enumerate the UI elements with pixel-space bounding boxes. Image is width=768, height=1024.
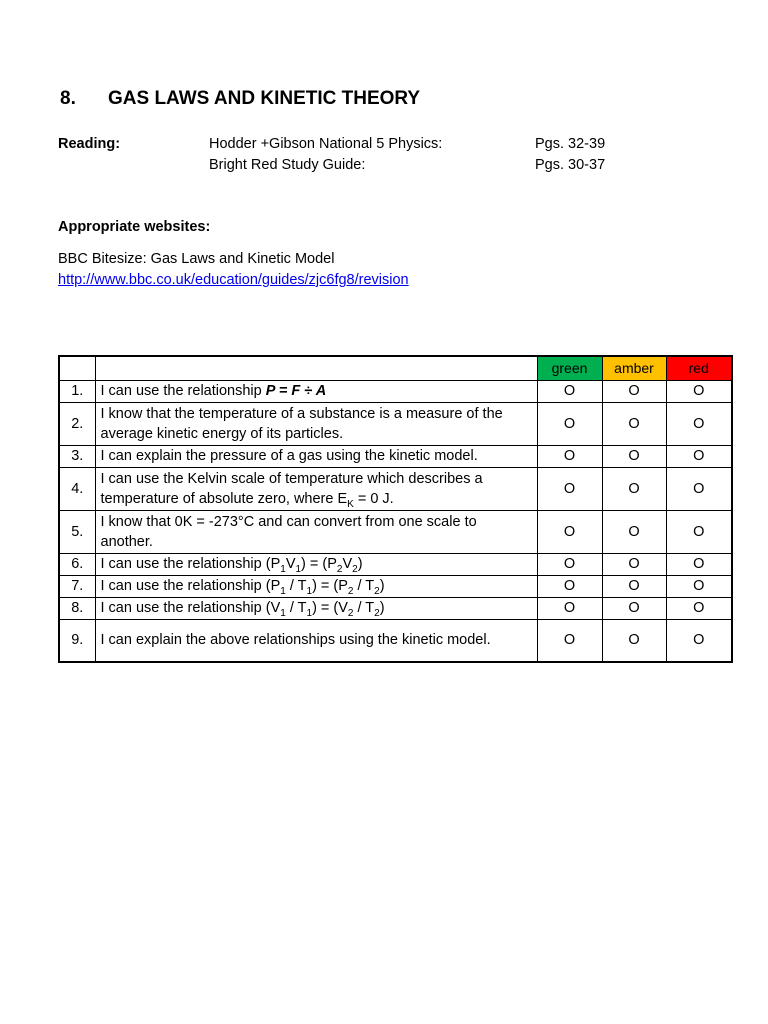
subscript: 2 xyxy=(336,563,343,575)
statement-text: I know that 0K = -273°C and can convert from one scale to another. xyxy=(100,513,477,550)
table-row xyxy=(59,575,732,597)
reading-book: Hodder +Gibson National 5 Physics: xyxy=(209,136,443,152)
statement-text: / T xyxy=(353,600,375,616)
websites-heading: Appropriate websites: xyxy=(58,219,211,235)
table-header-row xyxy=(59,356,732,380)
row-number: 8. xyxy=(59,597,95,619)
subscript: 2 xyxy=(347,607,354,619)
learning-outcomes-table xyxy=(58,355,733,663)
section-number: 8. xyxy=(60,88,76,109)
table-row xyxy=(59,445,732,467)
website-link[interactable]: http://www.bbc.co.uk/education/guides/zjc6fg8/revision xyxy=(58,272,409,288)
rating-amber-cell[interactable]: O xyxy=(602,597,666,619)
statement-text: / T xyxy=(285,578,307,594)
subscript: 1 xyxy=(295,563,302,575)
row-statement xyxy=(95,380,537,402)
statement-text: I can use the Kelvin scale of temperature which describes a temperature of absolute zero, where E xyxy=(100,470,483,507)
row-statement xyxy=(95,553,537,575)
rating-green-cell[interactable]: O xyxy=(537,445,602,467)
formula: P = F ÷ A xyxy=(265,383,327,399)
statement-text: I can use the relationship (P xyxy=(100,556,281,572)
table-row xyxy=(59,402,732,445)
rating-amber-cell[interactable]: O xyxy=(602,380,666,402)
subscript: K xyxy=(347,498,354,510)
row-number: 1. xyxy=(59,380,95,402)
rating-red-cell[interactable]: O xyxy=(666,467,732,510)
rating-red-cell[interactable]: O xyxy=(666,575,732,597)
rating-amber-cell[interactable]: O xyxy=(602,553,666,575)
statement-text: I can explain the pressure of a gas using the kinetic model. xyxy=(100,448,478,464)
rating-amber-cell[interactable]: O xyxy=(602,619,666,662)
row-statement xyxy=(95,445,537,467)
statement-text: ) = (P xyxy=(301,556,337,572)
rating-red-cell[interactable]: O xyxy=(666,619,732,662)
row-number: 2. xyxy=(59,402,95,445)
subscript: 2 xyxy=(374,607,380,619)
statement-text: I can use the relationship (V xyxy=(100,600,281,616)
rating-amber-cell[interactable]: O xyxy=(602,445,666,467)
row-number: 6. xyxy=(59,553,95,575)
header-amber: amber xyxy=(602,356,666,380)
header-red: red xyxy=(666,356,732,380)
rating-green-cell[interactable]: O xyxy=(537,553,602,575)
header-blank-cell xyxy=(95,356,537,380)
table-row xyxy=(59,553,732,575)
table-row xyxy=(59,619,732,662)
statement-text: V xyxy=(342,556,353,572)
table-row xyxy=(59,380,732,402)
statement-text: I can use the relationship xyxy=(100,383,266,399)
rating-red-cell[interactable]: O xyxy=(666,380,732,402)
row-statement xyxy=(95,597,537,619)
rating-red-cell[interactable]: O xyxy=(666,402,732,445)
statement-text: I can use the relationship (P xyxy=(100,578,281,594)
rating-green-cell[interactable]: O xyxy=(537,510,602,553)
rating-amber-cell[interactable]: O xyxy=(602,467,666,510)
row-number: 7. xyxy=(59,575,95,597)
row-number: 4. xyxy=(59,467,95,510)
subscript: 2 xyxy=(374,585,380,597)
row-number: 3. xyxy=(59,445,95,467)
row-statement xyxy=(95,402,537,445)
header-blank-cell xyxy=(59,356,95,380)
header-green: green xyxy=(537,356,602,380)
statement-text: V xyxy=(285,556,296,572)
rating-green-cell[interactable]: O xyxy=(537,575,602,597)
rating-green-cell[interactable]: O xyxy=(537,467,602,510)
row-number: 5. xyxy=(59,510,95,553)
page-title xyxy=(60,88,420,110)
statement-text: I can explain the above relationships using the kinetic model. xyxy=(100,632,491,649)
rating-green-cell[interactable]: O xyxy=(537,380,602,402)
subscript: 1 xyxy=(306,585,313,597)
rating-red-cell[interactable]: O xyxy=(666,445,732,467)
subscript: 1 xyxy=(280,607,286,619)
row-statement xyxy=(95,510,537,553)
rating-green-cell[interactable]: O xyxy=(537,597,602,619)
subscript: 2 xyxy=(352,563,358,575)
rating-green-cell[interactable]: O xyxy=(537,619,602,662)
reading-pages: Pgs. 30-37 xyxy=(535,157,606,173)
rating-green-cell[interactable]: O xyxy=(537,402,602,445)
reading-book: Bright Red Study Guide: xyxy=(209,157,366,173)
statement-text: ) xyxy=(379,578,385,594)
statement-text: I know that the temperature of a substance is a measure of the average kinetic energy of its particles. xyxy=(100,405,503,442)
statement-text: / T xyxy=(353,578,375,594)
table-row xyxy=(59,597,732,619)
row-statement xyxy=(95,467,537,510)
reading-pages: Pgs. 32-39 xyxy=(535,136,606,152)
section-title: GAS LAWS AND KINETIC THEORY xyxy=(108,88,421,109)
table-row xyxy=(59,510,732,553)
rating-red-cell[interactable]: O xyxy=(666,597,732,619)
rating-amber-cell[interactable]: O xyxy=(602,575,666,597)
rating-red-cell[interactable]: O xyxy=(666,510,732,553)
subscript: 1 xyxy=(280,585,286,597)
statement-text: ) xyxy=(379,600,385,616)
statement-text: ) xyxy=(357,556,363,572)
statement-text: ) = (V xyxy=(312,600,348,616)
rating-amber-cell[interactable]: O xyxy=(602,510,666,553)
statement-text: = 0 J. xyxy=(353,490,394,507)
row-statement xyxy=(95,575,537,597)
subscript: 1 xyxy=(280,563,286,575)
row-statement xyxy=(95,619,537,662)
rating-amber-cell[interactable]: O xyxy=(602,402,666,445)
rating-red-cell[interactable]: O xyxy=(666,553,732,575)
statement-text: / T xyxy=(285,600,307,616)
subscript: 2 xyxy=(347,585,354,597)
table-row xyxy=(59,467,732,510)
statement-text: ) = (P xyxy=(312,578,348,594)
subscript: 1 xyxy=(306,607,313,619)
website-name: BBC Bitesize: Gas Laws and Kinetic Model xyxy=(58,251,335,267)
reading-label: Reading: xyxy=(58,136,121,152)
row-number: 9. xyxy=(59,619,95,662)
